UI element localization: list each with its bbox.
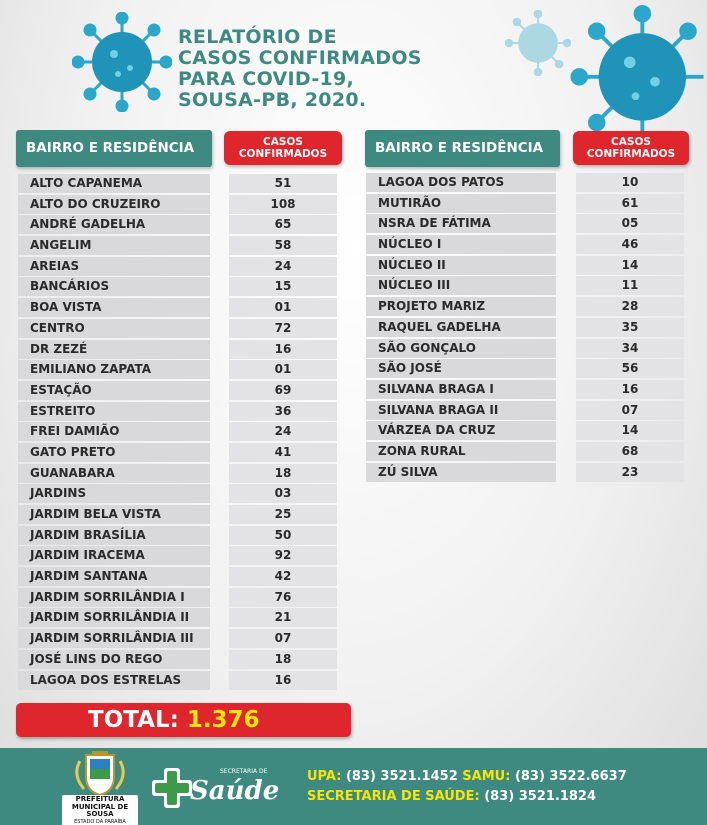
case-count: 16 [229, 671, 337, 690]
neighborhood-name: SILVANA BRAGA I [366, 380, 556, 399]
neighborhood-name: ZONA RURAL [366, 442, 556, 461]
case-count: 36 [229, 402, 337, 421]
case-count: 72 [229, 319, 337, 338]
case-count: 92 [229, 546, 337, 565]
neighborhood-name: DR ZEZÉ [18, 340, 210, 359]
neighborhood-name: BOA VISTA [18, 298, 210, 317]
neighborhood-name: ESTREITO [18, 402, 210, 421]
neighborhood-name: GUANABARA [18, 464, 210, 483]
case-count: 15 [229, 277, 337, 296]
neighborhood-name: JARDIM BRASÍLIA [18, 526, 210, 545]
total-value: 1.376 [186, 707, 260, 733]
footer [0, 748, 707, 825]
left-header-cases: CASOS CONFIRMADOS [224, 131, 342, 165]
samu-label: SAMU: [462, 769, 511, 784]
case-count: 18 [229, 650, 337, 669]
neighborhood-name: NÚCLEO III [366, 276, 556, 295]
secretaria-label: SECRETARIA DE SAÚDE: [307, 789, 480, 804]
case-count: 01 [229, 360, 337, 379]
neighborhood-name: NÚCLEO I [366, 235, 556, 254]
neighborhood-name: NÚCLEO II [366, 256, 556, 275]
neighborhood-name: JARDIM SORRILÂNDIA II [18, 608, 210, 627]
case-count: 41 [229, 443, 337, 462]
case-count: 18 [229, 464, 337, 483]
right-header-name: BAIRRO E RESIDÊNCIA [365, 130, 560, 167]
neighborhood-name: AREIAS [18, 257, 210, 276]
case-count: 21 [229, 608, 337, 627]
neighborhood-name: LAGOA DOS ESTRELAS [18, 671, 210, 690]
saude-small-text: SECRETARIA DE [220, 768, 268, 775]
case-count: 24 [229, 422, 337, 441]
case-count: 68 [576, 442, 684, 461]
case-count: 50 [229, 526, 337, 545]
case-count: 56 [576, 359, 684, 378]
upa-label: UPA: [307, 769, 342, 784]
neighborhood-name: ALTO CAPANEMA [18, 174, 210, 193]
neighborhood-name: ESTAÇÃO [18, 381, 210, 400]
neighborhood-name: JARDIM IRACEMA [18, 546, 210, 565]
case-count: 05 [576, 214, 684, 233]
case-count: 28 [576, 297, 684, 316]
crest-line2: MUNICIPAL DE SOUSA [71, 802, 129, 818]
neighborhood-name: EMILIANO ZAPATA [18, 360, 210, 379]
neighborhood-name: VÁRZEA DA CRUZ [366, 421, 556, 440]
health-cross-icon [150, 766, 194, 810]
total-label: TOTAL: [88, 707, 179, 733]
case-count: 11 [576, 276, 684, 295]
neighborhood-name: JARDINS [18, 484, 210, 503]
case-count: 51 [229, 174, 337, 193]
case-count: 108 [229, 195, 337, 214]
neighborhood-name: BANCÁRIOS [18, 277, 210, 296]
neighborhood-name: JARDIM BELA VISTA [18, 505, 210, 524]
case-count: 10 [576, 173, 684, 192]
total-banner [16, 703, 351, 737]
case-count: 23 [576, 463, 684, 482]
neighborhood-name: SILVANA BRAGA II [366, 401, 556, 420]
case-count: 42 [229, 567, 337, 586]
virus-icon [505, 10, 571, 76]
case-count: 01 [229, 298, 337, 317]
case-count: 35 [576, 318, 684, 337]
neighborhood-name: JOSÉ LINS DO REGO [18, 650, 210, 669]
case-count: 34 [576, 339, 684, 358]
neighborhood-name: SÃO GONÇALO [366, 339, 556, 358]
case-count: 16 [576, 380, 684, 399]
neighborhood-name: JARDIM SANTANA [18, 567, 210, 586]
case-count: 61 [576, 194, 684, 213]
neighborhood-name: MUTIRÃO [366, 194, 556, 213]
left-header-name: BAIRRO E RESIDÊNCIA [16, 130, 212, 167]
neighborhood-name: JARDIM SORRILÂNDIA I [18, 588, 210, 607]
crest-icon [62, 751, 138, 823]
neighborhood-name: PROJETO MARIZ [366, 297, 556, 316]
contacts [307, 767, 627, 807]
case-count: 65 [229, 215, 337, 234]
case-count: 16 [229, 340, 337, 359]
virus-icon [568, 4, 707, 140]
case-count: 25 [229, 505, 337, 524]
neighborhood-name: NSRA DE FÁTIMA [366, 214, 556, 233]
case-count: 03 [229, 484, 337, 503]
neighborhood-name: ALTO DO CRUZEIRO [18, 195, 210, 214]
neighborhood-name: ZÚ SILVA [366, 463, 556, 482]
virus-icon [72, 12, 172, 112]
case-count: 14 [576, 421, 684, 440]
neighborhood-name: RAQUEL GADELHA [366, 318, 556, 337]
saude-word: Saúde [190, 776, 280, 806]
case-count: 07 [576, 401, 684, 420]
neighborhood-name: ANDRÉ GADELHA [18, 215, 210, 234]
neighborhood-name: ANGELIM [18, 236, 210, 255]
samu-phone: (83) 3522.6637 [514, 769, 627, 784]
case-count: 76 [229, 588, 337, 607]
case-count: 46 [576, 235, 684, 254]
case-count: 58 [229, 236, 337, 255]
neighborhood-name: SÃO JOSÉ [366, 359, 556, 378]
neighborhood-name: FREI DAMIÃO [18, 422, 210, 441]
case-count: 24 [229, 257, 337, 276]
case-count: 14 [576, 256, 684, 275]
page-title: RELATÓRIO DE CASOS CONFIRMADOS PARA COVID-19, SOUSA-PB, 2020. [178, 26, 422, 111]
neighborhood-name: GATO PRETO [18, 443, 210, 462]
neighborhood-name: JARDIM SORRILÂNDIA III [18, 629, 210, 648]
crest-line3: ESTADO DA PARAÍBA [74, 818, 126, 825]
case-count: 69 [229, 381, 337, 400]
case-count: 07 [229, 629, 337, 648]
neighborhood-name: LAGOA DOS PATOS [366, 173, 556, 192]
neighborhood-name: CENTRO [18, 319, 210, 338]
saude-logo [150, 766, 285, 810]
secretaria-phone: (83) 3521.1824 [484, 789, 597, 804]
right-header-cases: CASOS CONFIRMADOS [573, 131, 689, 165]
upa-phone: (83) 3521.1452 [345, 769, 458, 784]
crest-line1: PREFEITURA [75, 795, 125, 803]
